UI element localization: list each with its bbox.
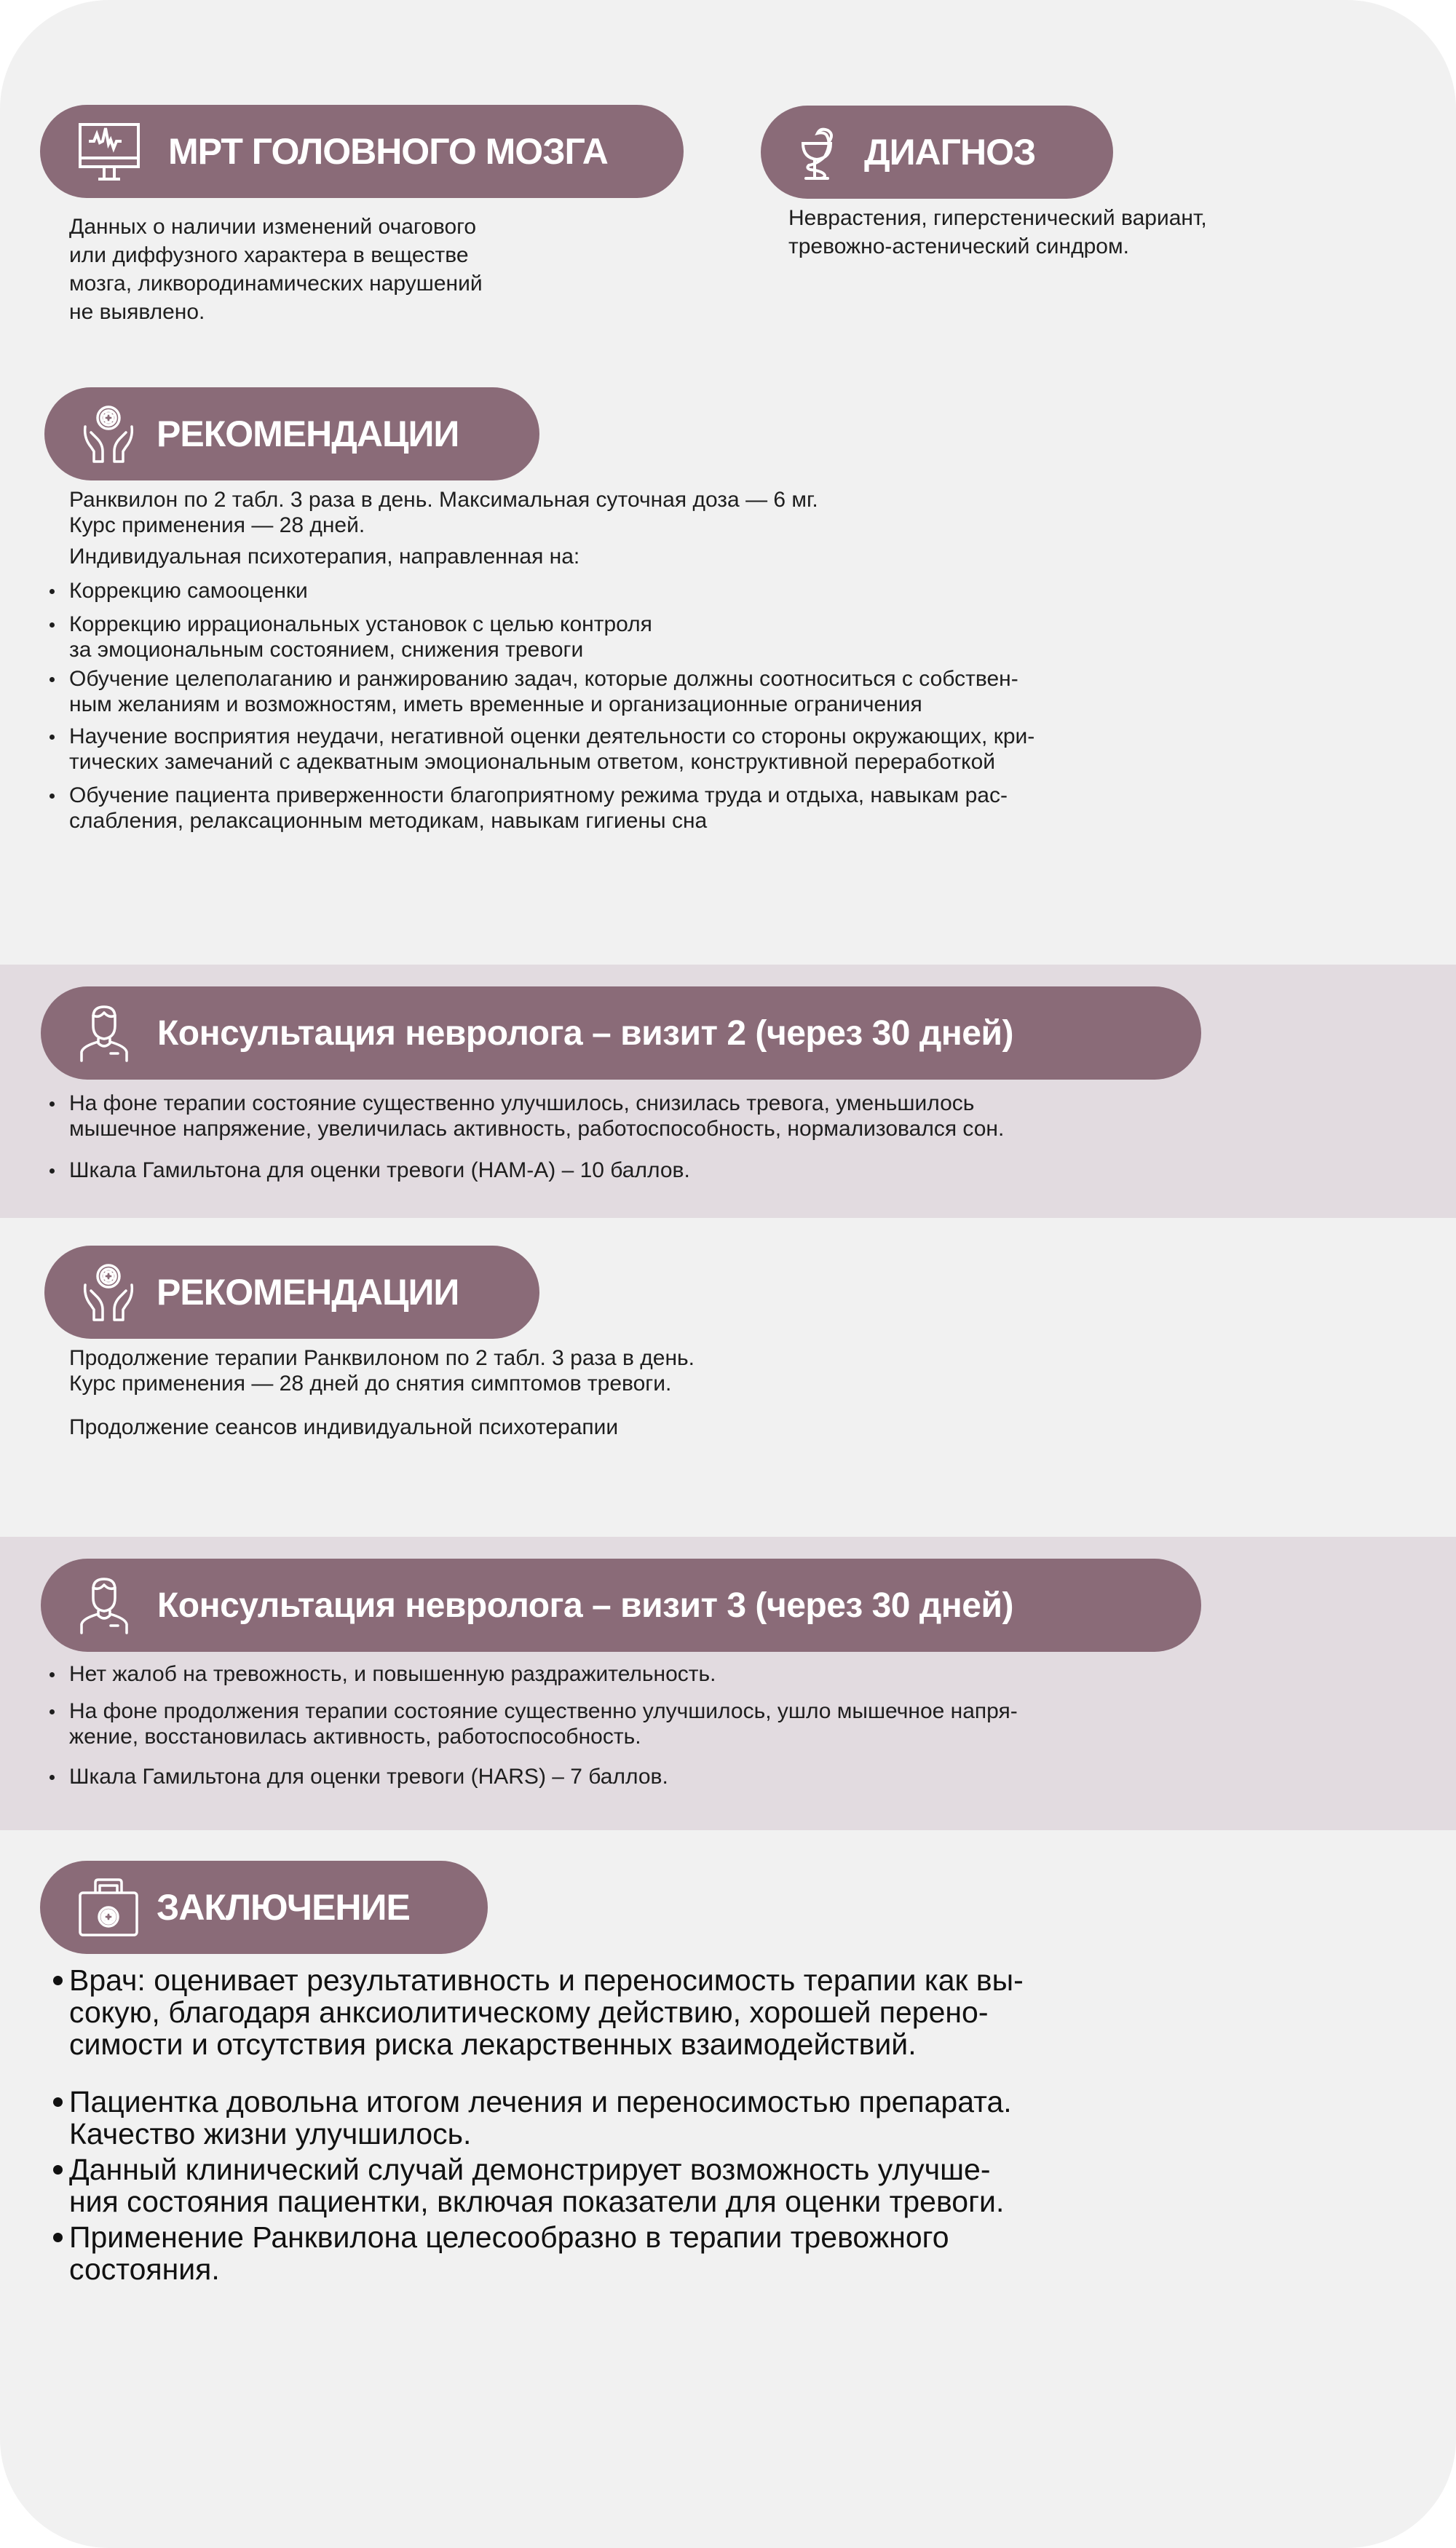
mri-header-pill [40, 105, 684, 198]
recommendations-2-header-pill [44, 1246, 539, 1339]
conclusion-item-continuation: ния состояния пациентки, включая показатели для оценки тревоги. [69, 2185, 1005, 2218]
first-aid-kit-icon [78, 1877, 139, 1938]
list-item: Коррекцию самооценки [69, 579, 308, 603]
list-item: На фоне терапии состояние существенно улучшилось, снизилась тревога, уменьшилось [69, 1091, 975, 1115]
diagnosis-text-line: Неврастения, гиперстенический вариант, [788, 206, 1207, 230]
bowl-of-hygieia-icon [799, 127, 839, 180]
recommendations-header-pill [44, 387, 539, 480]
list-item-continuation: за эмоциональным состоянием, снижения тревоги [69, 638, 584, 662]
conclusion-item-continuation: сокую, благодаря анксиолитическому действию, хорошей перено- [69, 1995, 989, 2029]
doctor-icon [79, 1004, 130, 1062]
list-item: Коррекцию иррациональных установок с целью контроля [69, 612, 652, 636]
conclusion-item-continuation: состояния. [69, 2252, 220, 2286]
list-item-continuation: тических замечаний с адекватным эмоциональным ответом, конструктивной переработкой [69, 750, 996, 774]
visit-2-header-pill [41, 986, 1201, 1080]
diagnosis-text-line: тревожно-астенический синдром. [788, 234, 1129, 258]
visit-3-header-pill [41, 1559, 1201, 1652]
recommendations-2-title: РЕКОМЕНДАЦИИ [157, 1272, 459, 1313]
recommendation-text-line: Продолжение сеансов индивидуальной психотерапии [69, 1415, 619, 1439]
mri-text-line: Данных о наличии изменений очагового [69, 215, 477, 239]
list-item: Обучение целеполаганию и ранжированию задач, которые должны соотноситься с собствен- [69, 667, 1018, 691]
list-item: Шкала Гамильтона для оценки тревоги (HAM-A) – 10 баллов. [69, 1158, 690, 1182]
hands-medical-cross-icon [82, 1263, 135, 1321]
list-item: Шкала Гамильтона для оценки тревоги (HARS) – 7 баллов. [69, 1765, 668, 1789]
list-item-continuation: мышечное напряжение, увеличилась активность, работоспособность, нормализовался сон. [69, 1117, 1005, 1141]
conclusion-item: Данный клинический случай демонстрирует возможность улучше- [69, 2153, 991, 2186]
list-item: Нет жалоб на тревожность, и повышенную раздражительность. [69, 1662, 716, 1686]
visit-2-title: Консультация невролога – визит 2 (через 30 дней) [157, 1013, 1013, 1053]
mri-title: МРТ ГОЛОВНОГО МОЗГА [168, 131, 608, 172]
conclusion-header-pill [40, 1861, 488, 1954]
conclusion-item-continuation: Качество жизни улучшилось. [69, 2117, 472, 2151]
conclusion-item: Применение Ранквилона целесообразно в терапии тревожного [69, 2220, 949, 2254]
recommendations-title: РЕКОМЕНДАЦИИ [157, 414, 459, 454]
recommendation-text-line: Курс применения — 28 дней до снятия симптомов тревоги. [69, 1372, 672, 1396]
mri-text-line: не выявлено. [69, 300, 205, 324]
list-item: Обучение пациента приверженности благоприятному режима труда и отдыха, навыкам рас- [69, 783, 1008, 807]
conclusion-item-continuation: симости и отсутствия риска лекарственных взаимодействий. [69, 2027, 917, 2061]
list-item-continuation: жение, восстановилась активность, работоспособность. [69, 1725, 641, 1749]
conclusion-item: Врач: оценивает результативность и переносимость терапии как вы- [69, 1963, 1024, 1997]
recommendation-text-line: Курс применения — 28 дней. [69, 513, 365, 537]
list-item: На фоне продолжения терапии состояние существенно улучшилось, ушло мышечное напря- [69, 1699, 1018, 1723]
monitor-pulse-icon [78, 122, 141, 182]
diagnosis-title: ДИАГНОЗ [864, 132, 1036, 173]
list-item-continuation: ным желаниям и возможностям, иметь временные и организационные ограничения [69, 692, 922, 716]
doctor-icon [79, 1576, 130, 1634]
list-item: Научение восприятия неудачи, негативной оценки деятельности со стороны окружающих, кри- [69, 724, 1035, 748]
list-item-continuation: слабления, релаксационным методикам, навыкам гигиены сна [69, 809, 708, 833]
conclusion-title: ЗАКЛЮЧЕНИЕ [157, 1887, 410, 1928]
mri-text-line: или диффузного характера в веществе [69, 243, 469, 267]
visit-3-title: Консультация невролога – визит 3 (через 30 дней) [157, 1586, 1013, 1625]
recommendation-intro: Индивидуальная психотерапия, направленная на: [69, 545, 580, 569]
diagnosis-header-pill [761, 106, 1113, 199]
hands-medical-cross-icon [82, 405, 135, 463]
recommendation-text-line: Продолжение терапии Ранквилоном по 2 табл. 3 раза в день. [69, 1346, 695, 1370]
conclusion-item: Пациентка довольна итогом лечения и переносимостью препарата. [69, 2085, 1012, 2118]
mri-text-line: мозга, ликвородинамических нарушений [69, 272, 483, 296]
recommendation-text-line: Ранквилон по 2 табл. 3 раза в день. Максимальная суточная доза — 6 мг. [69, 488, 818, 512]
